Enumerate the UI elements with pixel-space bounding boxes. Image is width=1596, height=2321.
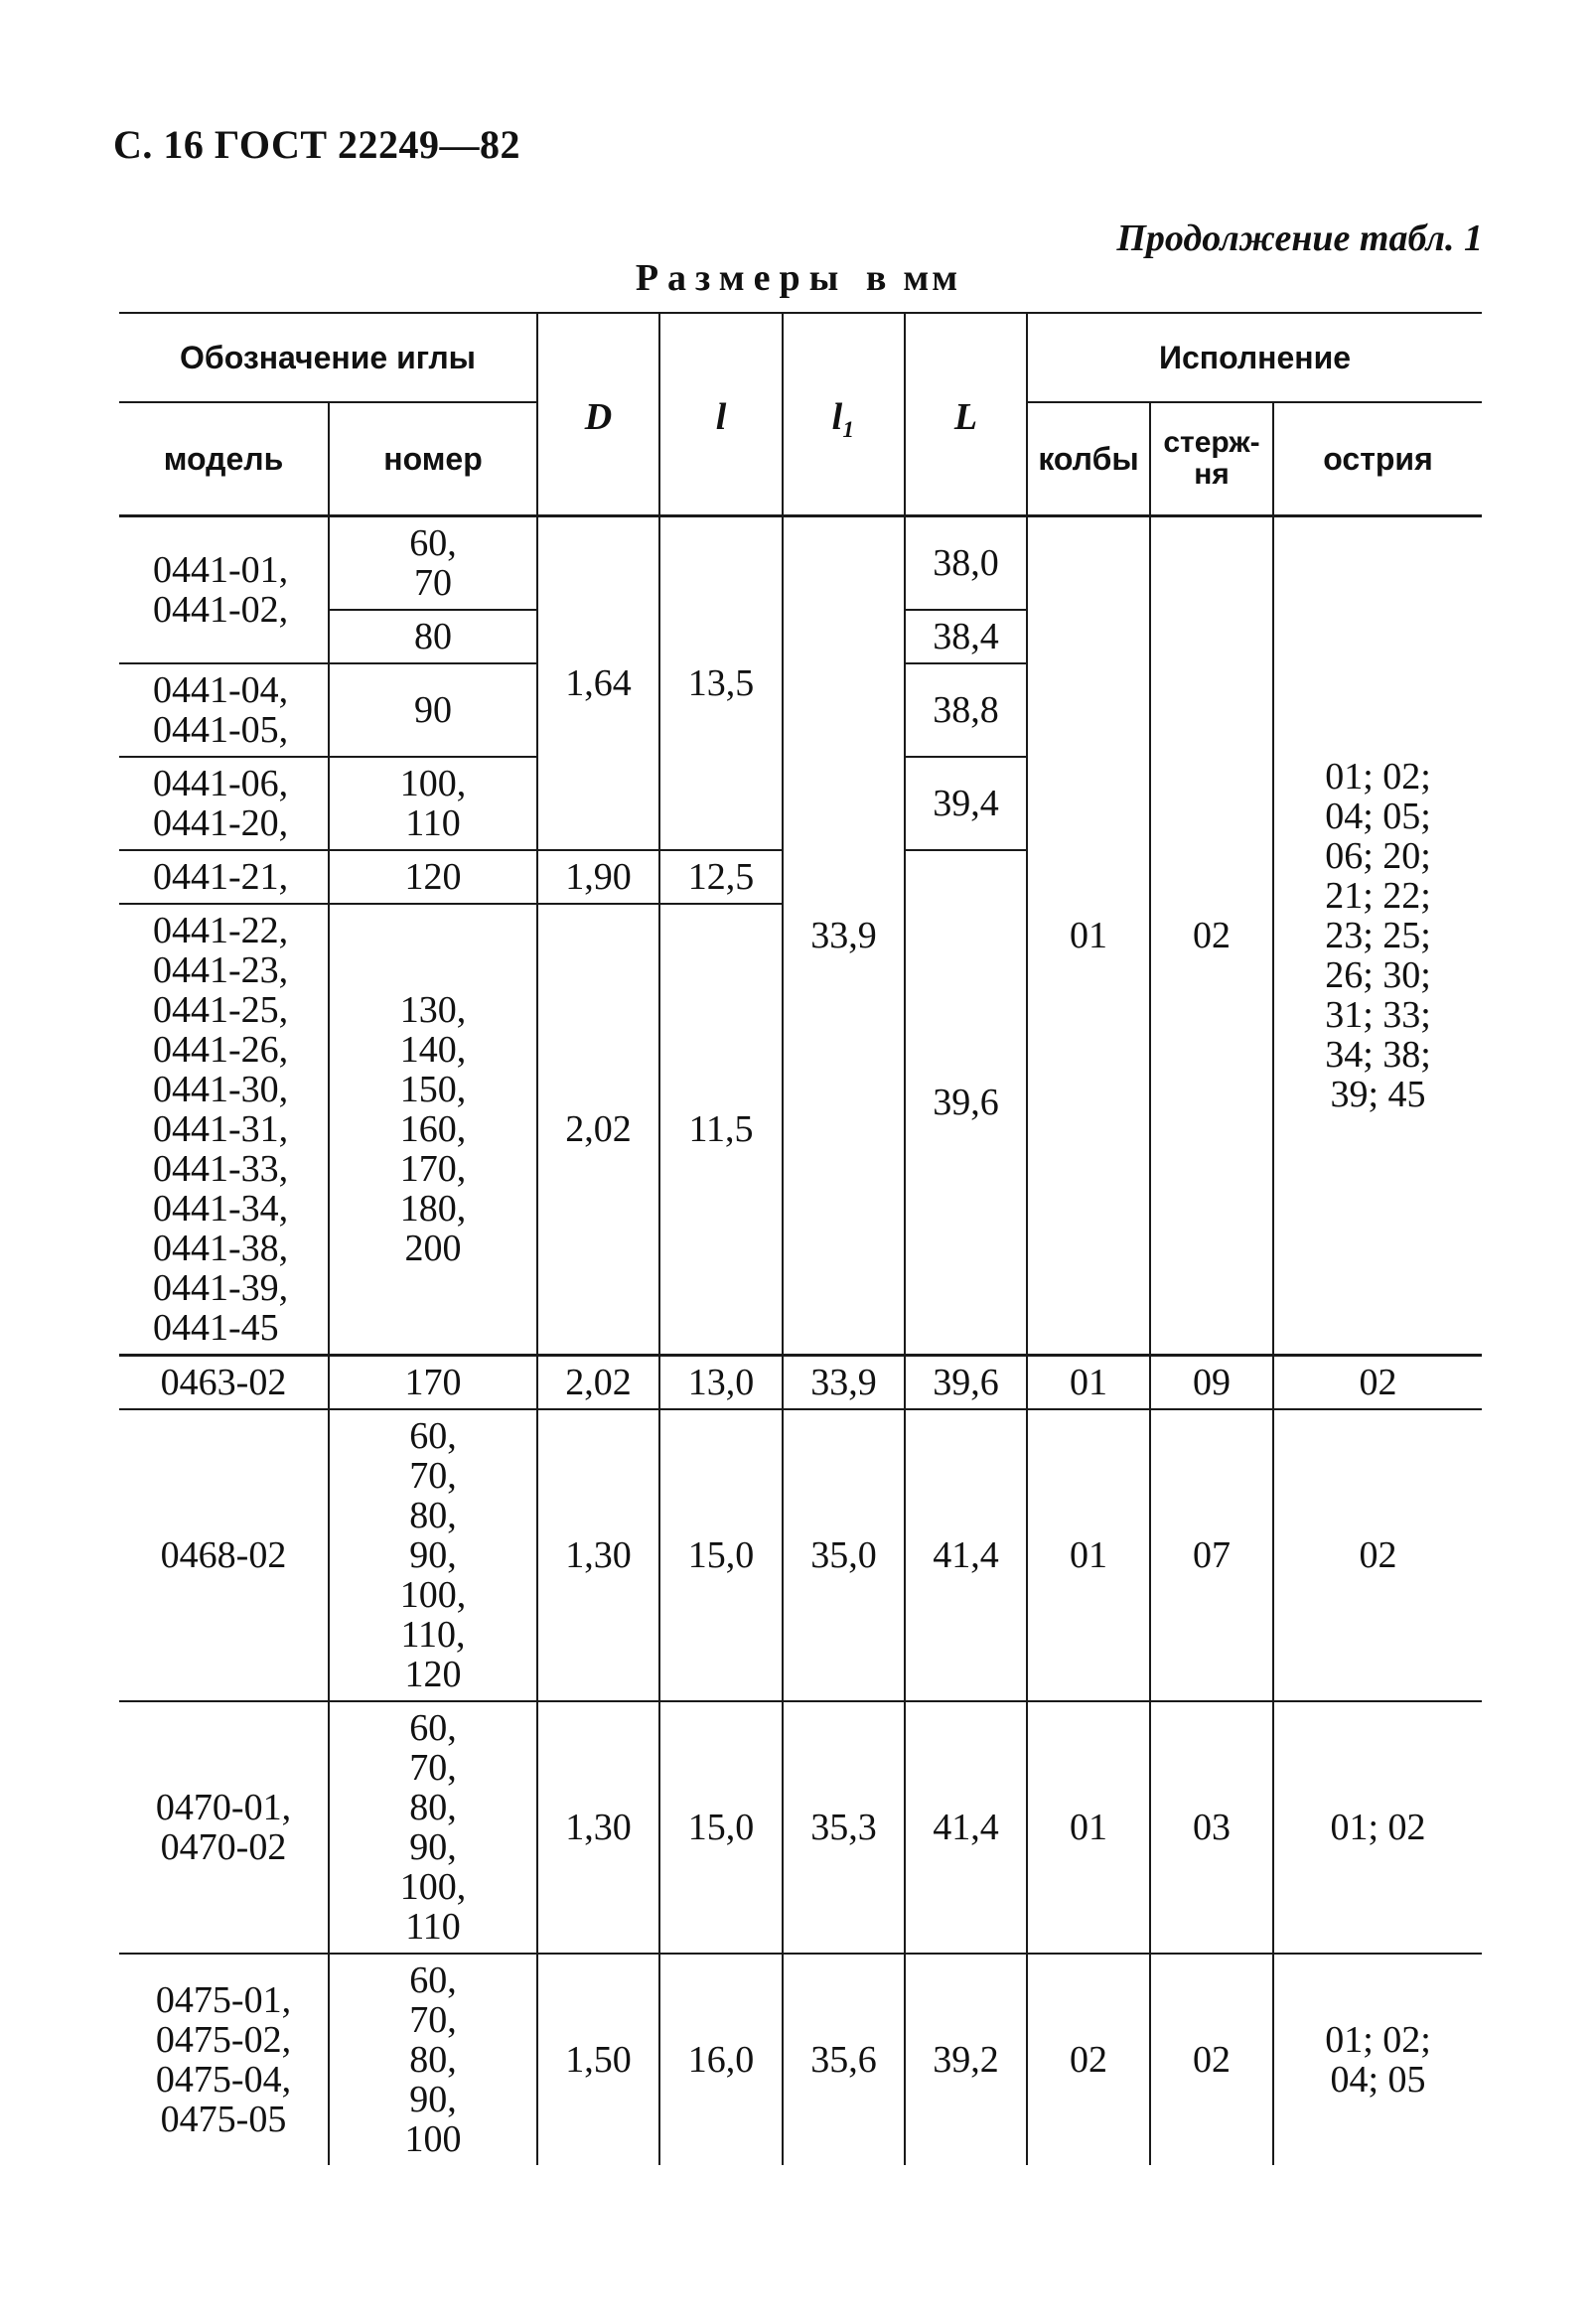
cell-L: 38,8 xyxy=(905,663,1027,757)
cell-model: 0441-21, xyxy=(119,850,329,904)
cell-model: 0470-01, 0470-02 xyxy=(119,1701,329,1954)
cell-L: 39,6 xyxy=(905,1356,1027,1410)
cell-L: 38,4 xyxy=(905,610,1027,663)
cell-D: 1,50 xyxy=(537,1954,659,2165)
cell-model: 0441-01, 0441-02, xyxy=(119,516,329,664)
cell-D: 2,02 xyxy=(537,1356,659,1410)
cell-number: 130, 140, 150, 160, 170, 180, 200 xyxy=(329,904,537,1356)
cell-rod: 09 xyxy=(1150,1356,1273,1410)
dimensions-caption-text: Размеры в xyxy=(635,257,896,299)
cell-l1: 35,0 xyxy=(783,1409,905,1701)
table-row xyxy=(119,516,1482,611)
cell-D: 1,30 xyxy=(537,1701,659,1954)
cell-number: 60, 70, 80, 90, 100, 110, 120 xyxy=(329,1409,537,1701)
cell-L: 41,4 xyxy=(905,1701,1027,1954)
cell-flask: 02 xyxy=(1027,1954,1150,2165)
cell-model: 0475-01, 0475-02, 0475-04, 0475-05 xyxy=(119,1954,329,2165)
cell-L: 41,4 xyxy=(905,1409,1027,1701)
cell-l: 13,5 xyxy=(659,516,783,851)
header-rod: стерж- ня xyxy=(1150,402,1273,516)
table-row xyxy=(119,1409,1482,1701)
cell-l: 16,0 xyxy=(659,1954,783,2165)
cell-flask: 01 xyxy=(1027,1409,1150,1701)
cell-model: 0468-02 xyxy=(119,1409,329,1701)
cell-l: 15,0 xyxy=(659,1701,783,1954)
cell-number: 60, 70, 80, 90, 100 xyxy=(329,1954,537,2165)
cell-flask: 01 xyxy=(1027,516,1150,1356)
table-row xyxy=(119,1954,1482,2165)
header-L: L xyxy=(905,313,1027,516)
cell-number: 80 xyxy=(329,610,537,663)
cell-l: 15,0 xyxy=(659,1409,783,1701)
page-reference: С. 16 ГОСТ 22249—82 xyxy=(113,122,521,167)
header-l1: l₁ xyxy=(783,313,905,516)
cell-rod: 02 xyxy=(1150,516,1273,1356)
cell-point: 01; 02; 04; 05; 06; 20; 21; 22; 23; 25; 26; 30; 31; 33; 34; 38; 39; 45 xyxy=(1273,516,1482,1356)
cell-rod: 02 xyxy=(1150,1954,1273,2165)
cell-D: 1,64 xyxy=(537,516,659,851)
dimensions-unit: мм xyxy=(903,257,961,299)
cell-flask: 01 xyxy=(1027,1701,1150,1954)
cell-model-text: 0441-05, xyxy=(153,709,289,751)
header-point: острия xyxy=(1273,402,1482,516)
cell-rod: 07 xyxy=(1150,1409,1273,1701)
header-l: l xyxy=(659,313,783,516)
header-number: номер xyxy=(329,402,537,516)
cell-model xyxy=(119,663,329,757)
cell-l: 12,5 xyxy=(659,850,783,904)
header-D: D xyxy=(537,313,659,516)
cell-D: 1,90 xyxy=(537,850,659,904)
cell-l: 13,0 xyxy=(659,1356,783,1410)
cell-point: 02 xyxy=(1273,1356,1482,1410)
header-flask: колбы xyxy=(1027,402,1150,516)
header-needle-designation: Обозначение иглы xyxy=(119,313,537,402)
cell-number: 60, 70 xyxy=(329,516,537,611)
cell-l: 11,5 xyxy=(659,904,783,1356)
cell-l1: 33,9 xyxy=(783,1356,905,1410)
cell-number: 90 xyxy=(329,663,537,757)
cell-point: 01; 02; 04; 05 xyxy=(1273,1954,1482,2165)
cell-number: 100, 110 xyxy=(329,757,537,850)
table-row xyxy=(119,1701,1482,1954)
cell-flask: 01 xyxy=(1027,1356,1150,1410)
cell-model-text: 0441-04, xyxy=(153,669,289,711)
cell-point: 01; 02 xyxy=(1273,1701,1482,1954)
header-execution: Исполнение xyxy=(1027,313,1482,402)
cell-L: 38,0 xyxy=(905,516,1027,611)
header-model: модель xyxy=(119,402,329,516)
dimensions-caption xyxy=(0,256,1596,300)
cell-L: 39,2 xyxy=(905,1954,1027,2165)
cell-D: 1,30 xyxy=(537,1409,659,1701)
cell-number: 170 xyxy=(329,1356,537,1410)
cell-L: 39,4 xyxy=(905,757,1027,850)
cell-model: 0441-22, 0441-23, 0441-25, 0441-26, 0441-30, 0441-31, 0441-33, 0441-34, 0441-38, 0441-39, 0441-45 xyxy=(119,904,329,1356)
cell-l1: 33,9 xyxy=(783,516,905,1356)
cell-D: 2,02 xyxy=(537,904,659,1356)
cell-model: 0441-06, 0441-20, xyxy=(119,757,329,850)
needle-dimensions-table xyxy=(119,312,1482,2165)
table-continuation-label: Продолжение табл. 1 xyxy=(1116,218,1483,259)
cell-number: 60, 70, 80, 90, 100, 110 xyxy=(329,1701,537,1954)
cell-model: 0463-02 xyxy=(119,1356,329,1410)
cell-point: 02 xyxy=(1273,1409,1482,1701)
cell-l1: 35,3 xyxy=(783,1701,905,1954)
cell-L: 39,6 xyxy=(905,850,1027,1356)
cell-l1: 35,6 xyxy=(783,1954,905,2165)
cell-number: 120 xyxy=(329,850,537,904)
cell-rod: 03 xyxy=(1150,1701,1273,1954)
table-row xyxy=(119,1356,1482,1410)
